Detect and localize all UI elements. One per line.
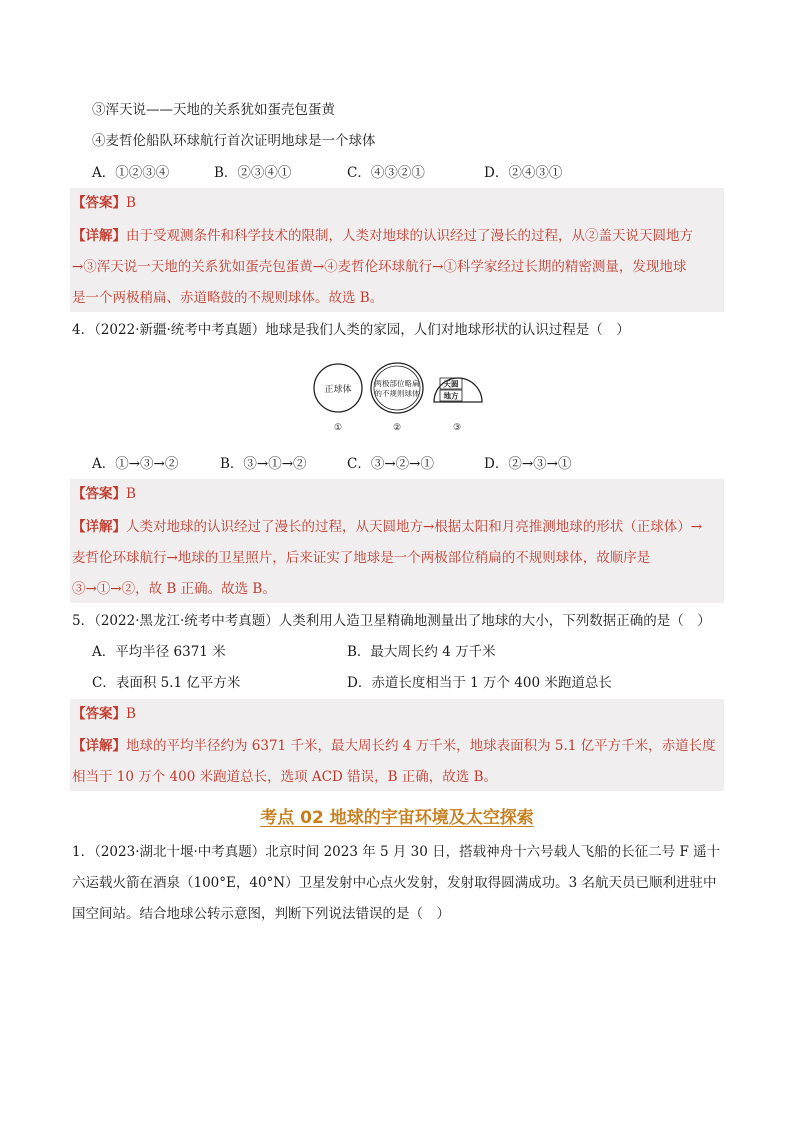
s2q1-line-1: 1．（2023·湖北十堰·中考真题）北京时间 2023 年 5 月 30 日，搭载神舟十六号载人飞船的长征二号 F 遥十 [72,844,721,860]
q4-option-b[interactable]: B．③→①→② [220,456,307,472]
q3-answer [72,193,136,213]
q4-answer [72,484,136,504]
q5-option-d[interactable]: D．赤道长度相当于 1 万个 400 米跑道总长 [347,675,612,691]
s2q1-line-2: 六运载火箭在酒泉（100°E，40°N）卫星发射中心点火发射，发射取得圆满成功。3 名航天员已顺利进驻中 [72,875,717,891]
ellipsoid-shape-outer [371,363,423,413]
answer-tag: 【答案】 [72,195,126,211]
s2q1-line-3: 国空间站。结合地球公转示意图，判断下列说法错误的是（ ） [72,906,450,922]
answer-value: B [126,706,136,722]
figure-label-3: ③ [452,423,462,433]
q5-detail-line-2: 相当于 10 万个 400 米跑道总长，选项 ACD 错误，B 正确，故选 B。 [72,769,498,785]
earth-shape-figure [300,360,500,440]
q4-detail-line-2: 麦哲伦环球航行→地球的卫星照片，后来证实了地球是一个两极部位稍扁的不规则球体，故顺序是 [72,550,651,566]
q5-answer [72,704,136,724]
detail-tag: 【详解】 [72,228,126,244]
detail-tag: 【详解】 [72,519,126,535]
detail-text: 地球的平均半径约为 6371 千米，最大周长约 4 万千米，地球表面积为 5.1 亿平方千米，赤道长度 [126,738,716,754]
q4-detail-line-1 [72,517,702,537]
q5-detail-line-1 [72,736,716,756]
q5-option-c[interactable]: C．表面积 5.1 亿平方米 [92,675,241,691]
answer-value: B [126,195,136,211]
circle-1-label: 正球体 [324,385,352,395]
q4-stem: 4．（2022·新疆·统考中考真题）地球是我们人类的家园，人们对地球形状的认识过程是（ ） [72,322,630,338]
q3-option-b[interactable]: B．②③④① [214,165,292,181]
q3-detail-line-1 [72,226,693,246]
q3-option-c[interactable]: C．④③②① [347,165,425,181]
dome-bottom-label: 地方 [443,391,459,401]
detail-text: 人类对地球的认识经过了漫长的过程，从天圆地方→根据太阳和月亮推测地球的形状（正球体）→ [126,519,703,535]
q4-option-c[interactable]: C．③→②→① [347,456,434,472]
answer-tag: 【答案】 [72,486,126,502]
q3-item-3: ③浑天说——天地的关系犹如蛋壳包蛋黄 [92,102,335,118]
q3-detail-line-3: 是一个两极稍扁、赤道略鼓的不规则球体。故选 B。 [72,290,384,306]
q4-detail-line-3: ③→①→②，故 B 正确。故选 B。 [72,581,276,597]
section-title: 考点 02 地球的宇宙环境及太空探索 [260,808,534,828]
q5-option-a[interactable]: A．平均半径 6371 米 [92,644,226,660]
q3-detail-line-2: →③浑天说一天地的关系犹如蛋壳包蛋黄→④麦哲伦环球航行→①科学家经过长期的精密测量，发现地球 [72,259,687,275]
figure-label-2: ② [392,423,402,433]
q5-stem: 5．（2022·黑龙江·统考中考真题）人类利用人造卫星精确地测量出了地球的大小，下列数据正确的是（ ） [72,613,711,629]
q4-option-d[interactable]: D．②→③→① [484,456,572,472]
answer-tag: 【答案】 [72,706,126,722]
q5-option-b[interactable]: B．最大周长约 4 万千米 [347,644,496,660]
dome-top-label: 天圆 [443,379,459,389]
detail-tag: 【详解】 [72,738,126,754]
figure-label-1: ① [333,423,343,433]
q3-option-a[interactable]: A．①②③④ [92,165,170,181]
q3-item-4: ④麦哲伦船队环球航行首次证明地球是一个球体 [92,133,376,149]
circle-2-label-line-2: 的不规则球体 [374,389,420,398]
answer-value: B [126,486,136,502]
q4-option-a[interactable]: A．①→③→② [92,456,179,472]
detail-text: 由于受观测条件和科学技术的限制，人类对地球的认识经过了漫长的过程，从②盖天说天圆地方 [126,228,693,244]
q3-option-d[interactable]: D．②④③① [484,165,563,181]
circle-2-label-line-1: 两极部位略扁 [374,379,420,388]
